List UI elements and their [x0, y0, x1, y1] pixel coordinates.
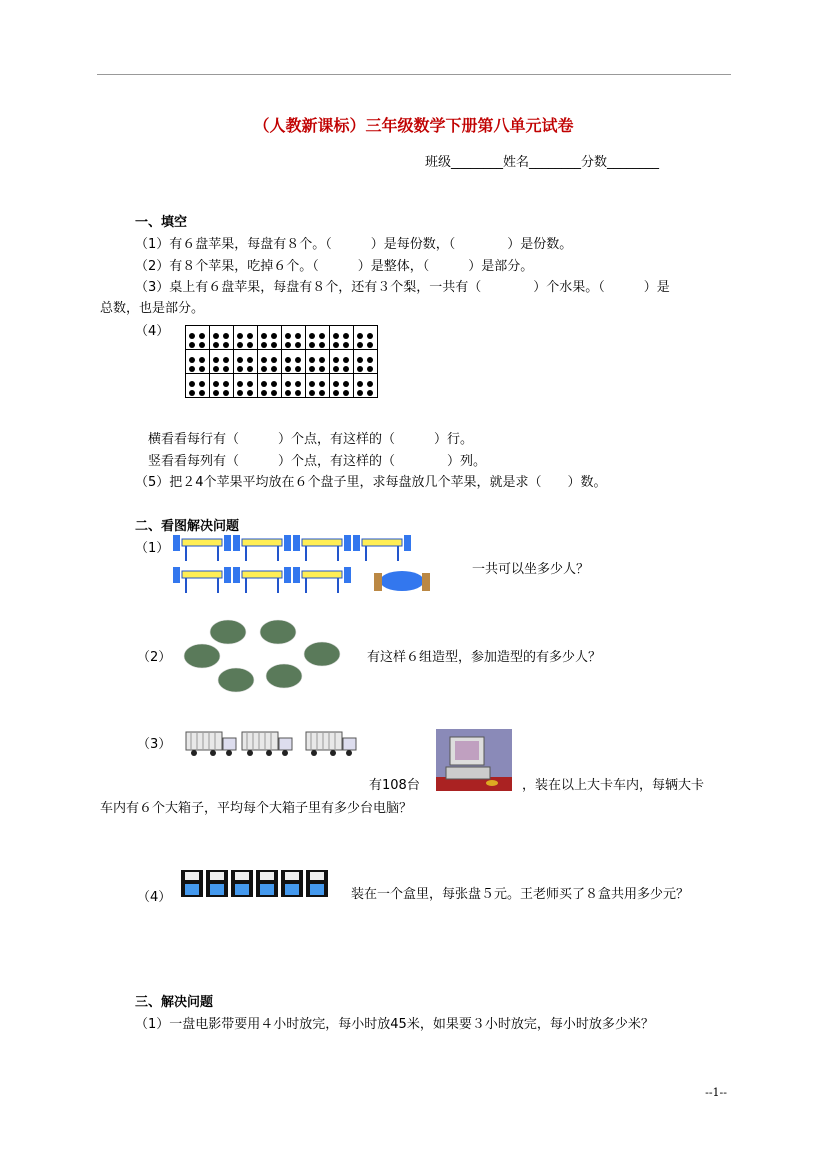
dot	[199, 357, 205, 363]
dot	[319, 366, 325, 372]
s1-q4-col: 竖看看每列有（ ）个点，有这样的（ ）列。	[148, 454, 487, 469]
dot	[309, 357, 315, 363]
trucks-image	[185, 728, 360, 760]
dot-cell	[258, 374, 282, 398]
dot	[333, 366, 339, 372]
section2-heading: 二、看图解决问题	[135, 519, 240, 534]
dot	[237, 333, 243, 339]
dot	[309, 381, 315, 387]
dot	[367, 333, 373, 339]
dot	[309, 342, 315, 348]
dot	[223, 342, 229, 348]
dot	[285, 357, 291, 363]
s2-p1-text: 一共可以坐多少人？	[472, 562, 590, 577]
dot	[319, 342, 325, 348]
tables-chairs-image	[172, 533, 437, 603]
dot	[237, 390, 243, 396]
s2-p1-num: （1）	[135, 541, 170, 556]
dot-cell	[306, 374, 330, 398]
dot-cell	[234, 374, 258, 398]
dot	[271, 333, 277, 339]
dot	[285, 333, 291, 339]
dot	[285, 381, 291, 387]
dot	[333, 357, 339, 363]
dot	[295, 342, 301, 348]
dot	[309, 390, 315, 396]
s2-p2-text: 有这样６组造型，参加造型的有多少人？	[367, 650, 602, 665]
dot	[189, 357, 195, 363]
dot	[357, 342, 363, 348]
dot	[285, 390, 291, 396]
dot-cell	[234, 350, 258, 374]
dot	[309, 333, 315, 339]
dot	[285, 366, 291, 372]
dot-cell	[282, 326, 306, 350]
dot	[295, 366, 301, 372]
dot	[223, 390, 229, 396]
dot	[343, 333, 349, 339]
dot	[357, 357, 363, 363]
dot	[357, 381, 363, 387]
dot	[271, 390, 277, 396]
s2-p2-num: （2）	[137, 650, 172, 665]
dot	[367, 390, 373, 396]
dot	[247, 333, 253, 339]
dot	[367, 381, 373, 387]
dot	[223, 357, 229, 363]
dot	[271, 357, 277, 363]
dot	[237, 357, 243, 363]
dot-cell	[330, 374, 354, 398]
dot-cell	[330, 326, 354, 350]
dot	[319, 381, 325, 387]
dot	[213, 390, 219, 396]
dot	[357, 366, 363, 372]
dot	[333, 333, 339, 339]
dot	[247, 366, 253, 372]
dot	[213, 357, 219, 363]
dot	[199, 342, 205, 348]
dot	[343, 366, 349, 372]
dot-cell	[186, 350, 210, 374]
s2-p3-line2: 车内有６个大箱子，平均每个大箱子里有多少台电脑？	[100, 801, 413, 816]
dot-grid	[185, 325, 378, 398]
dot-cell	[210, 350, 234, 374]
dot	[333, 381, 339, 387]
dot	[357, 390, 363, 396]
s1-q4-row: 横看看每行有（ ）个点，有这样的（ ）行。	[148, 432, 474, 447]
dot	[199, 333, 205, 339]
dot	[309, 366, 315, 372]
dot	[247, 381, 253, 387]
dot	[367, 366, 373, 372]
dot-cell	[186, 326, 210, 350]
s2-p3-num: （3）	[137, 737, 172, 752]
header-rule	[97, 74, 731, 75]
people-formation-image	[180, 614, 350, 704]
dot	[213, 342, 219, 348]
dot-cell	[258, 326, 282, 350]
student-info-line: 班级________姓名________分数________	[425, 155, 660, 170]
dot	[261, 366, 267, 372]
dot-cell	[210, 326, 234, 350]
dot	[237, 342, 243, 348]
s3-q1: （1）一盘电影带要用４小时放完，每小时放45米，如果要３小时放完，每小时放多少米？	[135, 1017, 654, 1032]
dot	[295, 381, 301, 387]
dot	[237, 381, 243, 387]
dot	[295, 333, 301, 339]
dot	[333, 390, 339, 396]
computer-image	[436, 729, 512, 791]
dot	[199, 366, 205, 372]
dot	[285, 342, 291, 348]
dot	[261, 333, 267, 339]
dot-cell	[210, 374, 234, 398]
dot	[261, 342, 267, 348]
dot	[333, 342, 339, 348]
section1-heading: 一、填空	[135, 215, 188, 230]
dot	[213, 366, 219, 372]
section3-heading: 三、解决问题	[135, 995, 214, 1010]
dot	[295, 357, 301, 363]
page-title: （人教新课标）三年级数学下册第八单元试卷	[253, 116, 574, 135]
disks-image	[180, 869, 335, 899]
dot	[213, 381, 219, 387]
dot	[199, 390, 205, 396]
s1-q4-label: （4）	[135, 324, 170, 339]
dot	[271, 366, 277, 372]
s2-p4-num: （4）	[137, 890, 172, 905]
dot	[319, 357, 325, 363]
dot-cell	[282, 374, 306, 398]
dot-cell	[354, 350, 378, 374]
dot	[223, 366, 229, 372]
s2-p3-pre: 有108台	[369, 778, 420, 793]
dot-cell	[234, 326, 258, 350]
dot	[271, 381, 277, 387]
dot	[319, 333, 325, 339]
s1-q3a: （3）桌上有６盘苹果，每盘有８个，还有３个梨，一共有（ ）个水果。（ ）是	[135, 280, 670, 295]
dot	[357, 333, 363, 339]
dot	[189, 366, 195, 372]
dot	[343, 390, 349, 396]
dot	[223, 333, 229, 339]
dot	[261, 381, 267, 387]
dot	[247, 390, 253, 396]
dot-cell	[330, 350, 354, 374]
s2-p3-post: ，装在以上大卡车内，每辆大卡	[522, 778, 705, 793]
dot	[189, 390, 195, 396]
dot	[261, 390, 267, 396]
dot	[343, 357, 349, 363]
dot	[367, 357, 373, 363]
s1-q3b: 总数，也是部分。	[100, 301, 205, 316]
dot-cell	[282, 350, 306, 374]
page-number: --1--	[705, 1086, 727, 1099]
dot	[319, 390, 325, 396]
dot	[213, 333, 219, 339]
dot	[189, 381, 195, 387]
dot	[247, 342, 253, 348]
dot	[343, 342, 349, 348]
dot	[367, 342, 373, 348]
dot-cell	[354, 374, 378, 398]
dot-cell	[186, 374, 210, 398]
s1-q1: （1）有６盘苹果，每盘有８个。（ ）是每份数，（ ）是份数。	[135, 237, 573, 252]
dot	[261, 357, 267, 363]
s1-q2: （2）有８个苹果，吃掉６个。（ ）是整体，（ ）是部分。	[135, 259, 534, 274]
dot	[295, 390, 301, 396]
dot-cell	[306, 350, 330, 374]
dot	[189, 333, 195, 339]
dot	[189, 342, 195, 348]
dot	[237, 366, 243, 372]
dot	[199, 381, 205, 387]
s1-q5: （5）把２4个苹果平均放在６个盘子里，求每盘放几个苹果，就是求（ ）数。	[135, 475, 607, 490]
dot-cell	[258, 350, 282, 374]
s2-p4-text: 装在一个盒里，每张盘５元。王老师买了８盒共用多少元？	[351, 887, 690, 902]
dot-cell	[306, 326, 330, 350]
dot	[271, 342, 277, 348]
dot-cell	[354, 326, 378, 350]
dot	[247, 357, 253, 363]
dot	[223, 381, 229, 387]
dot	[343, 381, 349, 387]
